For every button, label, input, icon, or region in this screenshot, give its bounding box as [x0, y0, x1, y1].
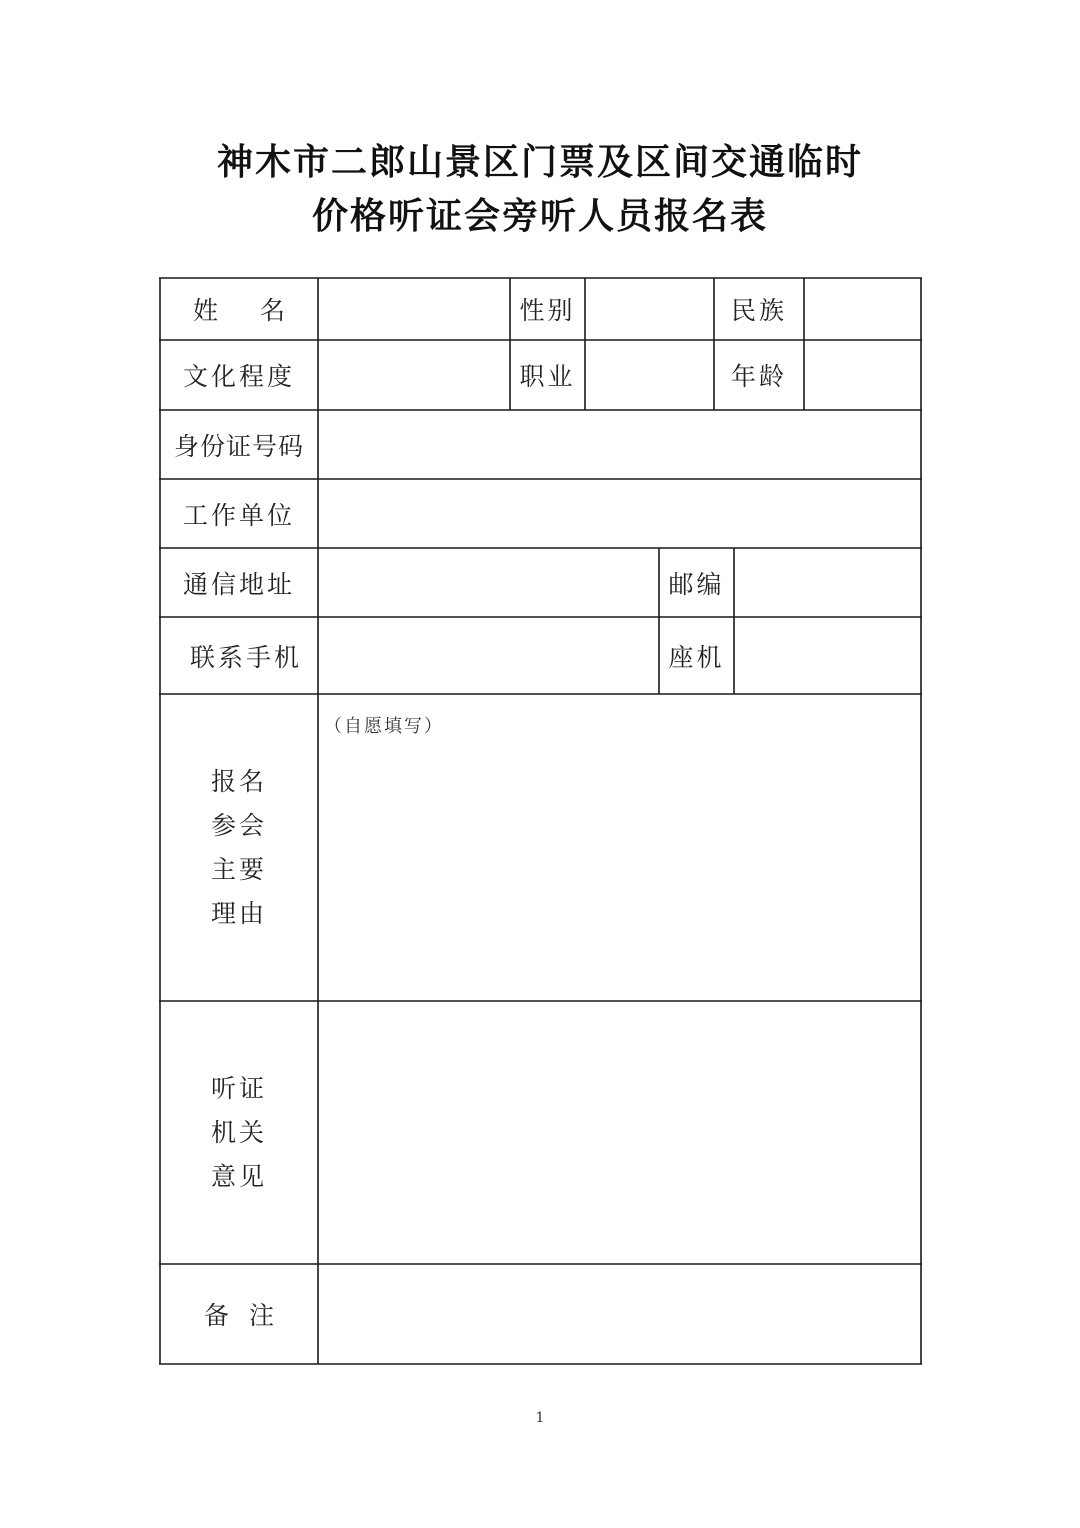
- gender-label: 性别: [519, 296, 576, 325]
- education-field[interactable]: [318, 340, 510, 410]
- mobile-label-cell: [160, 617, 318, 694]
- opinion-label: 听证 机关 意见: [210, 1073, 267, 1191]
- mobile-field[interactable]: [318, 617, 659, 694]
- id-number-label-cell: [160, 410, 318, 479]
- landline-label: 座机: [668, 642, 725, 672]
- gender-field[interactable]: [585, 278, 714, 340]
- age-label: 年龄: [730, 362, 787, 391]
- occupation-field[interactable]: [585, 340, 714, 410]
- occupation-label: 职业: [519, 362, 576, 391]
- landline-label-cell: [659, 617, 734, 694]
- workplace-field[interactable]: [318, 479, 921, 548]
- opinion-field[interactable]: [318, 1001, 921, 1264]
- ethnicity-field[interactable]: [804, 278, 921, 340]
- ethnicity-label: 民族: [730, 296, 787, 325]
- document-title-line-1: 神木市二郎山景区门票及区间交通临时: [216, 142, 863, 183]
- mobile-label: 联系手机: [189, 642, 302, 672]
- workplace-label: 工作单位: [182, 500, 295, 530]
- page-number: 1: [535, 1410, 545, 1426]
- reason-label: 报名 参会 主要 理由: [210, 766, 267, 928]
- document-title-line-2: 价格听证会旁听人员报名表: [311, 196, 768, 237]
- age-field[interactable]: [804, 340, 921, 410]
- reason-field[interactable]: [318, 694, 921, 1001]
- education-label: 文化程度: [182, 362, 295, 391]
- landline-field[interactable]: [734, 617, 921, 694]
- occupation-label-cell: [510, 340, 585, 410]
- id-number-label: 身份证号码: [173, 431, 304, 461]
- remarks-label-cell: [160, 1264, 318, 1364]
- address-label-cell: [160, 548, 318, 617]
- name-label-cell: [160, 278, 328, 340]
- remarks-field[interactable]: [318, 1264, 921, 1364]
- age-label-cell: [714, 340, 804, 410]
- workplace-label-cell: [160, 479, 318, 548]
- name-label: 姓名: [193, 296, 328, 325]
- address-label: 通信地址: [182, 569, 295, 599]
- ethnicity-label-cell: [714, 278, 804, 340]
- id-number-field[interactable]: [318, 410, 921, 479]
- name-field[interactable]: [318, 278, 510, 340]
- remarks-label: 备注: [203, 1301, 294, 1330]
- postcode-label: 邮编: [668, 569, 725, 599]
- reason-label-cell: [160, 694, 318, 1001]
- postcode-label-cell: [659, 548, 734, 617]
- postcode-field[interactable]: [734, 548, 921, 617]
- gender-label-cell: [510, 278, 585, 340]
- education-label-cell: [160, 340, 318, 410]
- address-field[interactable]: [318, 548, 659, 617]
- opinion-label-cell: [160, 1001, 318, 1264]
- reason-hint: （自愿填写）: [324, 716, 444, 737]
